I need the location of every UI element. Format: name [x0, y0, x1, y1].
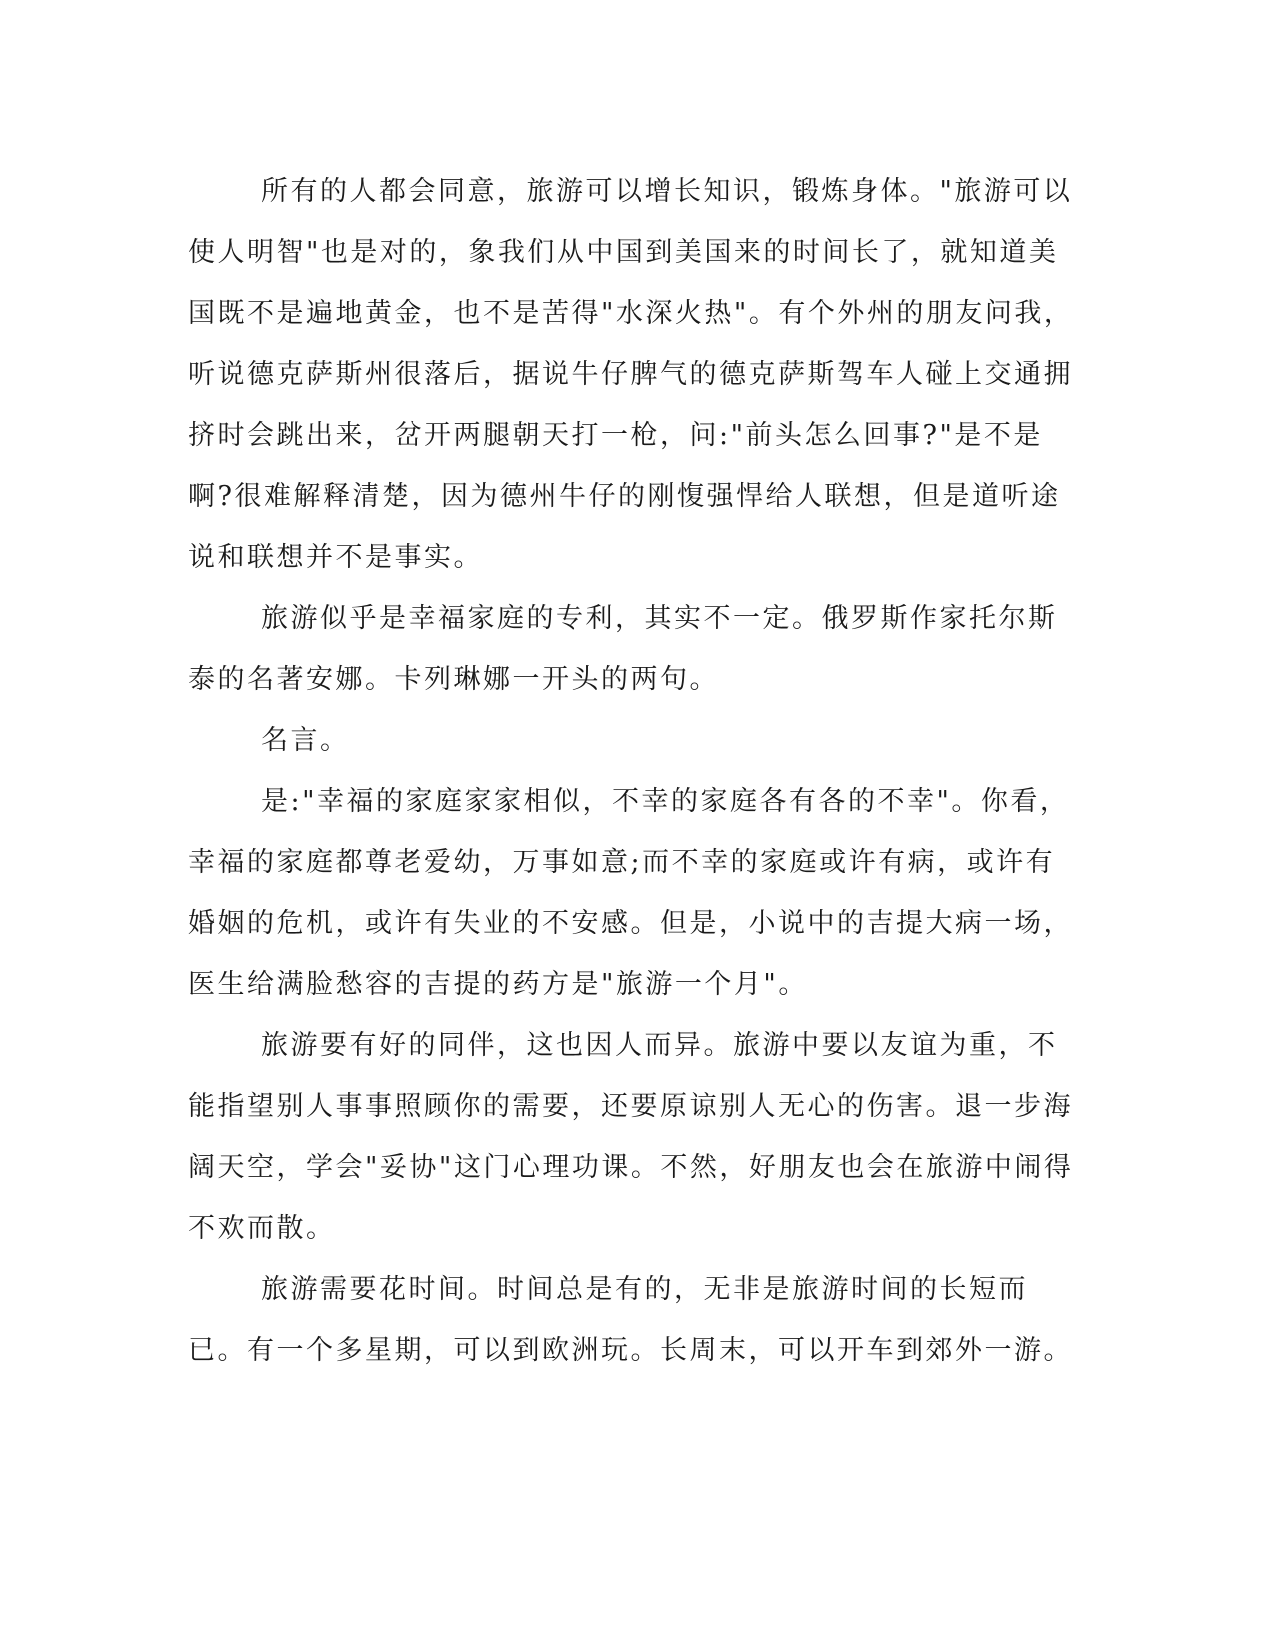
paragraph-tolstoy-quote: 是:"幸福的家庭家家相似，不幸的家庭各有各的不幸"。你看，幸福的家庭都尊老爱幼，万事如意;而不幸的家庭或许有病，或许有婚姻的危机，或许有失业的不安感。但是，小说中的吉提大病一场，医生给满脸愁容的吉提的药方是"旅游一个月"。 [188, 786, 1073, 1000]
paragraph-travel-knowledge: 所有的人都会同意，旅游可以增长知识，锻炼身体。"旅游可以使人明智"也是对的，象我们从中国到美国来的时间长了，就知道美国既不是遍地黄金，也不是苦得"水深火热"。有个外州的朋友问我，听说德克萨斯州很落后，据说牛仔脾气的德克萨斯驾车人碰上交通拥挤时会跳出来，岔开两腿朝天打一枪，问:"前头怎么回事?"是不是啊?很难解释清楚，因为德州牛仔的刚愎强悍给人联想，但是道听途说和联想并不是事实。 [188, 176, 1074, 573]
paragraph-famous-quote: 名言。 [261, 725, 350, 756]
document-body [188, 161, 1083, 1381]
paragraph-happy-family: 旅游似乎是幸福家庭的专利，其实不一定。俄罗斯作家托尔斯泰的名著安娜。卡列琳娜一开头的两句。 [188, 603, 1058, 695]
paragraph-travel-companion: 旅游要有好的同伴，这也因人而异。旅游中要以友谊为重，不能指望别人事事照顾你的需要，还要原谅别人无心的伤害。退一步海阔天空，学会"妥协"这门心理功课。不然，好朋友也会在旅游中闹得不欢而散。 [188, 1030, 1074, 1244]
paragraph-travel-time: 旅游需要花时间。时间总是有的，无非是旅游时间的长短而已。有一个多星期，可以到欧洲玩。长周末，可以开车到郊外一游。 [188, 1274, 1073, 1366]
